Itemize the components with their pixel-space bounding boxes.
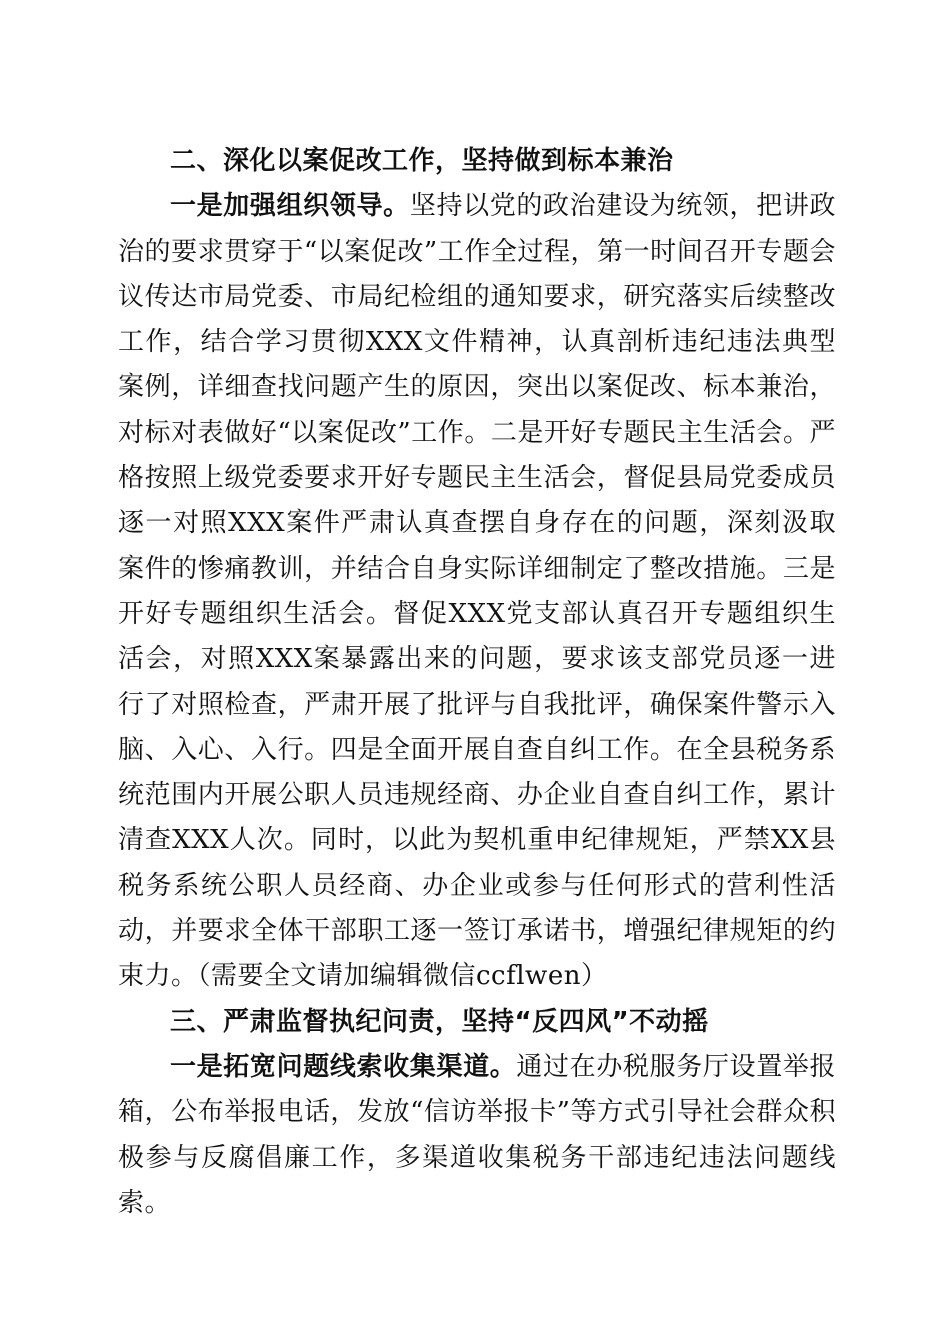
section-2-heading: 二、深化以案促改工作，坚持做到标本兼治 <box>170 146 674 176</box>
section-3-lead-phrase: 一是拓宽问题线索收集渠道。 <box>170 1051 517 1082</box>
section-3-paragraph <box>118 1045 836 1226</box>
document-body <box>118 139 836 1226</box>
section-3-heading: 三、严肃监督执纪问责，坚持“反四风”不动摇 <box>170 1006 709 1037</box>
section-2-paragraph <box>118 184 836 999</box>
section-3-body-text: 通过在办税服务厅设置举报箱，公布举报电话，发放“信访举报卡”等方式引导社会群众积极参与反腐倡廉工作，多渠道收集税务干部违纪违法问题线索。 <box>118 1051 836 1218</box>
section-2-body-text: 坚持以党的政治建设为统领，把讲政治的要求贯穿于“以案促改”工作全过程，第一时间召开专题会议传达市局党委、市局纪检组的通知要求，研究落实后续整改工作，结合学习贯彻XXX文件精神，认真剖析违纪违法典型案例，详细查找问题产生的原因，突出以案促改、标本兼治，对标对表做好“以案促改”工作。二是开好专题民主生活会。严格按照上级党委要求开好专题民主生活会，督促县局党委成员逐一对照XXX案件严肃认真查摆自身存在的问题，深刻汲取案件的惨痛教训，并结合自身实际详细制定了整改措施。三是开好专题组织生活会。督促XXX党支部认真召开专题组织生活会，对照XXX案暴露出来的问题，要求该支部党员逐一进行了对照检查，严肃开展了批评与自我批评，确保案件警示入脑、入心、入行。四是全面开展自查自纠工作。在全县税务系统范围内开展公职人员违规经商、办企业自查自纠工作，累计清查XXX人次。同时，以此为契机重申纪律规矩，严禁XX县税务系统公职人员经商、办企业或参与任何形式的营利性活动，并要求全体干部职工逐一签订承诺书，增强纪律规矩的约束力。（需要全文请加编辑微信ccflwen） <box>118 191 836 992</box>
section-2-lead-phrase: 一是加强组织领导。 <box>170 191 410 222</box>
